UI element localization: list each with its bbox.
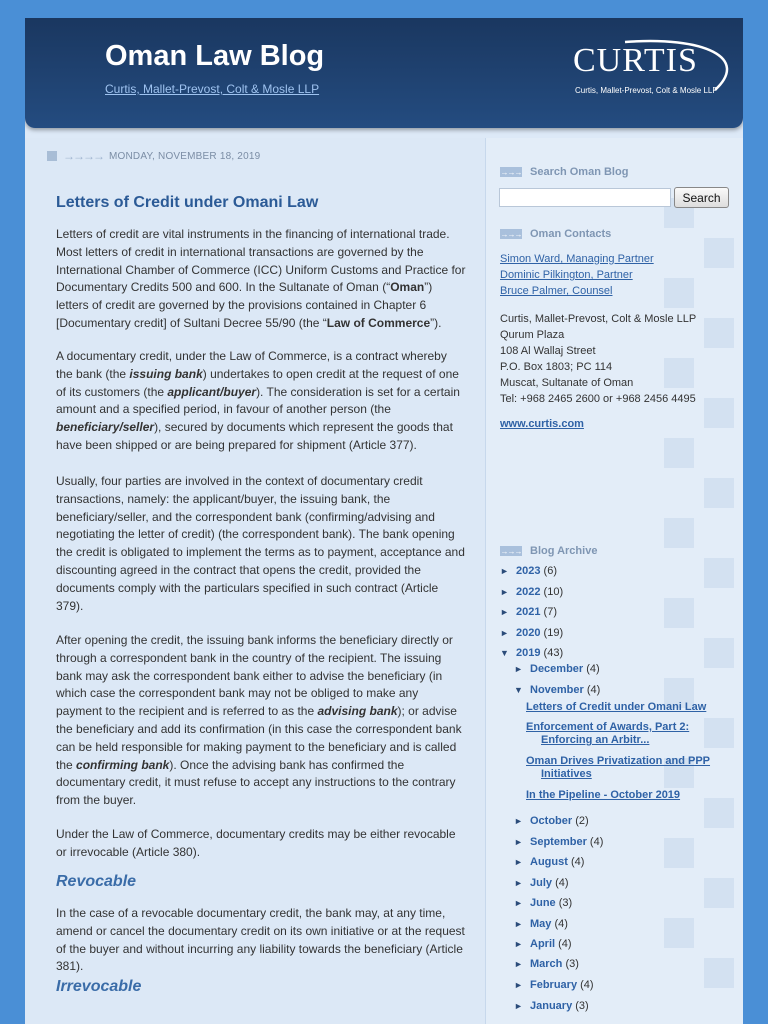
archive-month-october[interactable]: ► October (2) (514, 815, 589, 827)
sidebar (485, 138, 743, 1024)
heading-revocable: Revocable (56, 873, 137, 890)
expand-toggle-icon[interactable]: ► (514, 837, 523, 847)
search-input[interactable] (499, 188, 671, 207)
address-line: Tel: +968 2465 2600 or +968 2456 4495 (500, 393, 696, 405)
expand-toggle-icon[interactable]: ► (500, 607, 509, 617)
archive-month-may[interactable]: ► May (4) (514, 918, 568, 930)
archive-post-link[interactable]: Letters of Credit under Omani Law (526, 701, 707, 713)
archive-post-link[interactable]: In the Pipeline - October 2019 (526, 789, 681, 801)
archive-month-june[interactable]: ► June (3) (514, 897, 573, 909)
archive-year-2022[interactable]: ► 2022 (10) (500, 586, 564, 598)
archive-month-september[interactable]: ► September (4) (514, 836, 604, 848)
blog-title[interactable]: Oman Law Blog (105, 40, 325, 72)
archive-month-august[interactable]: ► August (4) (514, 856, 585, 868)
archive-year-2023[interactable]: ► 2023 (6) (500, 565, 557, 577)
post-paragraph-1: Letters of credit are vital instruments in the financing of international trade. Most letters of credit in international transactions are governed by the International Chamber of Commerce (ICC) Uniform Customs and Practice for Documentary Credits 500 and 600. In the Sultanate of Oman (“Oman”) letters of credit are governed by the provisions contained in Chapter 6 [Documentary credit] of Sultani Decree 55/90 (the “Law of Commerce”). (56, 227, 466, 330)
post-paragraph-4: After opening the credit, the issuing bank informs the beneficiary directly or through a correspondent bank in the country of the recipient. The issuing bank may ask the correspondent bank either to advise the beneficiary (in which case the correspondent bank may not be obliged to make any payment to the recipient and is referred to as the advising bank); or advise the beneficiary and add its confirmation (in this case the correspondent bank can be held responsible for making payment to the beneficiary and is called the confirming bank). Once the advising bank has confirmed the documentary credit, it must refuse to accept any instructions to the contrary from the buyer. (56, 633, 462, 808)
archive-month-december[interactable]: ► December (4) (514, 663, 600, 675)
address-line: Curtis, Mallet-Prevost, Colt & Mosle LLP (500, 313, 697, 325)
post-title[interactable]: Letters of Credit under Omani Law (56, 194, 319, 211)
post-paragraph-6: In the case of a revocable documentary credit, the bank may, at any time, amend or cancel the documentary credit on its own initiative or at the request of the buyer and without incurring any liability towards the beneficiary (Article 381). (56, 906, 465, 974)
address-line: Muscat, Sultanate of Oman (500, 377, 634, 389)
logo-wordmark: CURTIS (573, 42, 698, 79)
contact-link-bruce-palmer[interactable]: Bruce Palmer, Counsel (500, 285, 613, 297)
contact-link-dominic-pilkington[interactable]: Dominic Pilkington, Partner (500, 269, 633, 281)
main-column (25, 138, 485, 1024)
office-address (500, 311, 696, 407)
archive-month-january[interactable]: ► January (3) (514, 1000, 589, 1012)
archive-month-february[interactable]: ► February (4) (514, 979, 594, 991)
expand-toggle-icon[interactable]: ► (514, 816, 523, 826)
post-paragraph-3: Usually, four parties are involved in the context of documentary credit transactions, namely: the applicant/buyer, the issuing bank, the beneficiary/seller, and the correspondent bank (confirming/advising and negotiating the letter of credit) (the correspondent bank). The bank opening the credit is obligated to implement the terms as to payment, acceptance and discounting agreed in the contract that opens the credit, provided the documents comply with the particulars specified in such contract (Article 379). (56, 474, 465, 613)
post-paragraph-5: Under the Law of Commerce, documentary credits may be either revocable or irrevocable (Article 380). (56, 827, 456, 859)
archive-year-2021[interactable]: ► 2021 (7) (500, 606, 557, 618)
collapse-toggle-icon[interactable]: ▼ (500, 648, 509, 658)
archive-month-april[interactable]: ► April (4) (514, 938, 572, 950)
archive-month-november[interactable]: ▼ November (4) (514, 684, 601, 696)
post-paragraph-2: A documentary credit, under the Law of Commerce, is a contract whereby the bank (the issuing bank) undertakes to open credit at the request of one of its customers (the applicant/buyer). The consideration is set for a certain amount and a specified period, in favour of another person (the beneficiary/seller), secured by documents which represent the goods that have been shipped or are being prepared for shipment (Article 377). (56, 349, 460, 452)
post-date: MONDAY, NOVEMBER 18, 2019 (109, 150, 261, 162)
archive-month-march[interactable]: ► March (3) (514, 958, 579, 970)
expand-toggle-icon[interactable]: ► (514, 959, 523, 969)
expand-toggle-icon[interactable]: ► (500, 587, 509, 597)
archive-post-link[interactable]: Oman Drives Privatization and PPP Initiatives (526, 755, 711, 780)
logo-tagline: Curtis, Mallet-Prevost, Colt & Mosle LLP (575, 86, 718, 95)
heading-irrevocable: Irrevocable (56, 978, 142, 995)
expand-toggle-icon[interactable]: ► (514, 919, 523, 929)
date-arrows-icon: →→→→ (63, 149, 103, 163)
address-line: P.O. Box 1803; PC 114 (500, 361, 613, 373)
contacts-widget-title: →→→ Oman Contacts (500, 228, 612, 240)
expand-toggle-icon[interactable]: ► (514, 980, 523, 990)
search-button[interactable]: Search (674, 187, 729, 208)
arrows-chip-icon: →→→ (500, 167, 522, 177)
archive-post-link[interactable]: Enforcement of Awards, Part 2: Enforcing an Arbitr... (526, 721, 690, 746)
arrows-chip-icon: →→→ (500, 546, 522, 556)
blog-subtitle-link[interactable]: Curtis, Mallet-Prevost, Colt & Mosle LLP (105, 82, 320, 96)
date-square-icon (47, 151, 57, 161)
archive-widget-title: →→→ Blog Archive (500, 545, 598, 557)
archive-month-july[interactable]: ► July (4) (514, 877, 569, 889)
arrows-chip-icon: →→→ (500, 229, 522, 239)
blog-header (25, 18, 743, 128)
website-link[interactable]: www.curtis.com (500, 418, 584, 430)
contact-link-simon-ward[interactable]: Simon Ward, Managing Partner (500, 253, 654, 265)
address-line: 108 Al Wallaj Street (500, 345, 596, 357)
archive-year-2019[interactable]: ▼ 2019 (43) (500, 647, 564, 659)
page-container (25, 18, 743, 1024)
archive-year-2020[interactable]: ► 2020 (19) (500, 627, 564, 639)
expand-toggle-icon[interactable]: ► (514, 857, 523, 867)
expand-toggle-icon[interactable]: ► (514, 898, 523, 908)
expand-toggle-icon[interactable]: ► (514, 939, 523, 949)
expand-toggle-icon[interactable]: ► (514, 1001, 523, 1011)
collapse-toggle-icon[interactable]: ▼ (514, 685, 523, 695)
address-line: Qurum Plaza (500, 329, 565, 341)
curtis-logo[interactable] (565, 38, 735, 108)
expand-toggle-icon[interactable]: ► (500, 628, 509, 638)
expand-toggle-icon[interactable]: ► (500, 566, 509, 576)
search-widget-title: →→→ Search Oman Blog (500, 166, 629, 178)
post-date-row (47, 149, 260, 163)
expand-toggle-icon[interactable]: ► (514, 664, 523, 674)
expand-toggle-icon[interactable]: ► (514, 878, 523, 888)
